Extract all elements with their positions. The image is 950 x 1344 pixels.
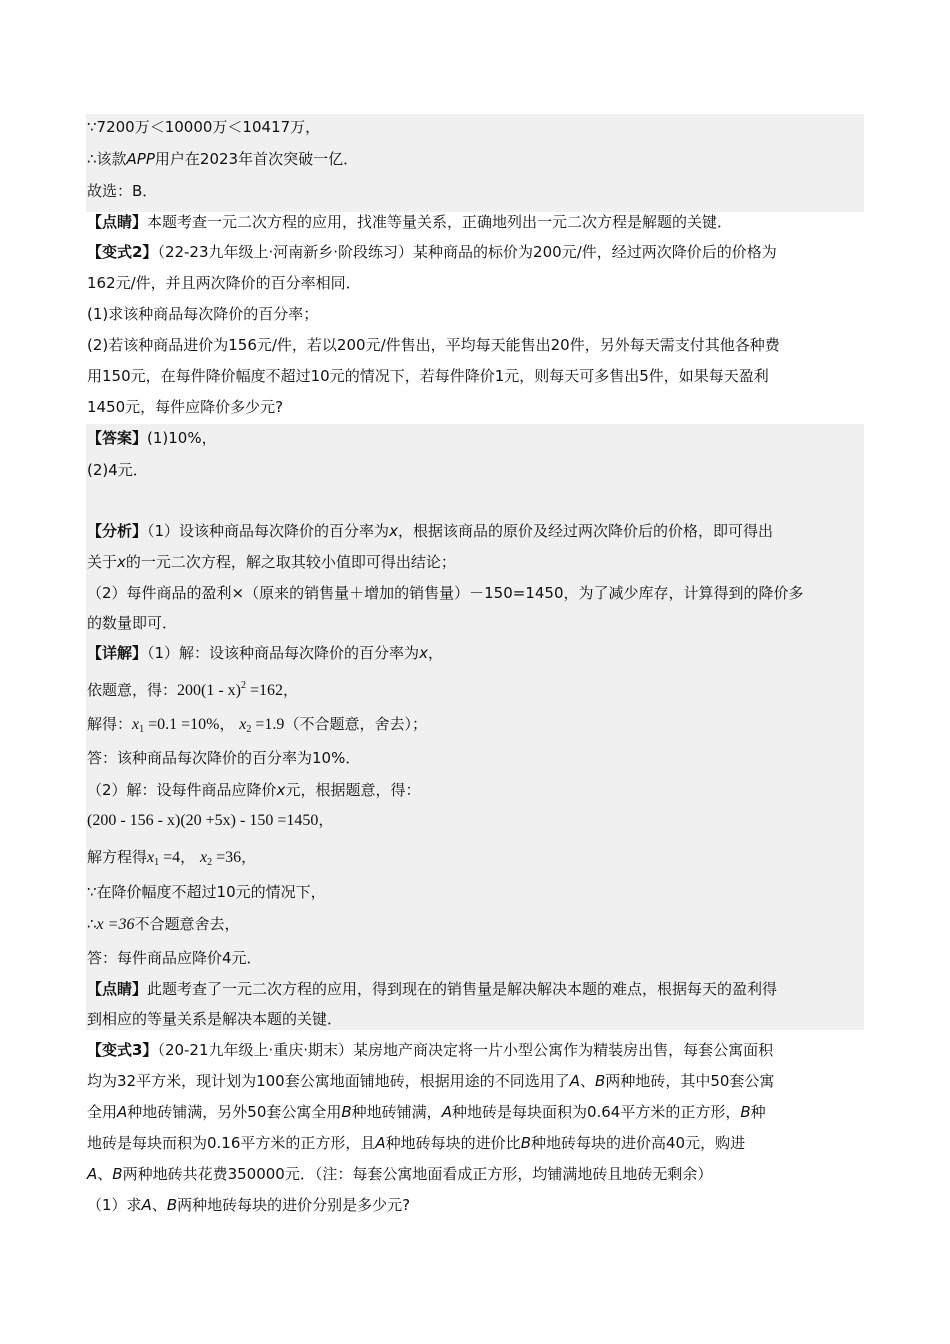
text-line: 故选：B． xyxy=(87,182,158,200)
analysis-heading: 【分析】（1）设该种商品每次降价的百分率为x，根据该商品的原价及经过两次降价后的价格，即可得出 xyxy=(87,522,773,540)
text-line: ∵7200万＜10000万＜10417万， xyxy=(87,118,321,136)
text-line: 到相应的等量关系是解决本题的关键． xyxy=(87,1010,343,1028)
variant-3-heading: 【变式3】（20-21九年级上·重庆·期末）某房地产商决定将一片小型公寓作为精装房出售，每套公寓面积 xyxy=(87,1041,774,1059)
text-line: 用150元，在每件降价幅度不超过10元的情况下，若每件降价1元，则每天可多售出5件，如果每天盈利 xyxy=(87,367,769,385)
question-part-1: （1）求A、B两种地砖每块的进价分别是多少元? xyxy=(87,1196,411,1214)
text-line: （2）每件商品的盈利×（原来的销售量＋增加的销售量）－150=1450，为了减少库存，计算得到的降价多 xyxy=(87,584,804,602)
equation-line: 解得：$x_1 =0.1 =10\%$， $x_2 =1.9$（不合题意，舍去）； xyxy=(87,715,427,735)
variant-2-heading: 【变式2】（22-23九年级上·河南新乡·阶段练习）某种商品的标价为200元/件，经过两次降价后的价格为 xyxy=(87,243,777,261)
text-line: 均为32平方米，现计划为100套公寓地面铺地砖，根据用途的不同选用了A、B两种地砖，其中50套公寓 xyxy=(87,1072,775,1090)
answer-heading: 【答案】(1)10%， xyxy=(87,429,217,447)
equation-line: ∴x =36不合题意舍去， xyxy=(87,915,240,933)
text-line: （2）解：设每件商品应降价x元，根据题意，得： xyxy=(87,781,421,799)
text-line: ∴该款APP用户在2023年首次突破一亿． xyxy=(87,150,359,168)
text-line: 全用A种地砖铺满，另外50套公寓全用B种地砖铺满，A种地砖是每块面积为0.64平方米的正方形，B种 xyxy=(87,1103,766,1121)
text-line: 地砖是每块而积为0.16平方米的正方形，且A种地砖每块的进价比B种地砖每块的进价高40元，购进 xyxy=(87,1134,746,1152)
detail-heading: 【详解】（1）解：设该种商品每次降价的百分率为x， xyxy=(87,644,443,662)
text-line: ∵在降价幅度不超过10元的情况下， xyxy=(87,883,326,901)
comment-heading: 【点睛】本题考查一元二次方程的应用，找准等量关系，正确地列出一元二次方程是解题的关键． xyxy=(87,213,733,231)
question-part-1: (1)求该种商品每次降价的百分率； xyxy=(87,305,319,323)
text-line: 162元/件，并且两次降价的百分率相同． xyxy=(87,274,361,292)
question-part-2: (2)若该种商品进价为156元/件，若以200元/件售出，平均每天能售出20件，另外每天需支付其他各种费 xyxy=(87,336,780,354)
text-line: 的数量即可． xyxy=(87,614,178,632)
equation-line: (200 - 156 - x)(20 +5x) - 150 =1450， xyxy=(87,811,334,829)
text-line: 答：每件商品应降价4元． xyxy=(87,949,262,967)
text-line: 关于x的一元二次方程，解之取其较小值即可得出结论； xyxy=(87,553,456,571)
text-line: A、B两种地砖共花费350000元．（注：每套公寓地面看成正方形，均铺满地砖且地砖无剩余） xyxy=(87,1165,713,1183)
text-line: (2)4元． xyxy=(87,461,148,479)
text-line: 1450元，每件应降价多少元? xyxy=(87,398,284,416)
text-line: 答：该种商品每次降价的百分率为10%． xyxy=(87,749,361,767)
equation-line: 依题意，得：200(1 - x)$^2$ =162， xyxy=(87,680,299,699)
equation-line: 解方程得$x_1 =4$， $x_2 =36$， xyxy=(87,848,257,868)
comment-heading: 【点睛】此题考查了一元二次方程的应用，得到现在的销售量是解决解决本题的难点，根据每天的盈利得 xyxy=(87,980,778,998)
